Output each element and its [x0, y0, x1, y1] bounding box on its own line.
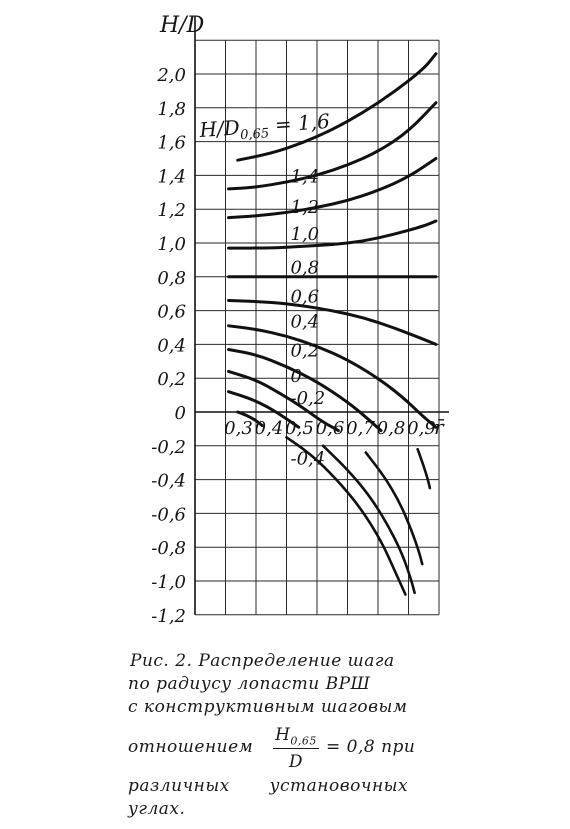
curve-series	[418, 449, 430, 488]
caption-line-2: по радиусу лопасти ВРШ	[128, 674, 371, 694]
y-tick-labels	[151, 65, 186, 627]
y-tick-label: 1,8	[157, 98, 186, 120]
y-tick-label: 0,4	[157, 335, 186, 357]
curve-label: -0,4	[290, 448, 326, 470]
y-tick-label: 2,0	[157, 65, 186, 86]
curve-label: -0,2	[290, 387, 326, 409]
parameter-label-sub: 0,65	[239, 126, 270, 144]
caption-line-4-suffix: = 0,8 при	[326, 737, 416, 757]
x-tick-label: 0,7	[346, 418, 375, 439]
curve-series	[229, 300, 436, 344]
caption-line-6: углах.	[128, 799, 186, 819]
x-tick-label: 0,9	[407, 418, 436, 439]
y-tick-label: 1,6	[157, 132, 186, 154]
curve-label: 1,4	[290, 166, 320, 188]
fraction-numerator-subscript: 0,65	[290, 734, 317, 748]
caption-line-3: с конструктивным шаговым	[128, 697, 408, 717]
caption-line-4-prefix: отношением	[128, 737, 254, 757]
parameter-label-value: = 1,6	[267, 108, 331, 138]
caption-line-1: Рис. 2. Распределение шага	[130, 651, 395, 671]
y-tick-label: 0	[174, 403, 186, 424]
x-tick-label: 0,6	[315, 418, 345, 439]
y-tick-label: 0,6	[157, 301, 186, 323]
y-tick-label: 1,0	[157, 234, 186, 255]
x-tick-label: 0,4	[254, 418, 284, 439]
y-tick-label: -0,2	[151, 436, 186, 458]
curve-series	[229, 221, 436, 248]
caption-fraction	[271, 723, 321, 774]
y-tick-label: 0,2	[157, 369, 186, 391]
y-tick-label: 1,4	[157, 166, 186, 188]
y-tick-label: -1,0	[151, 572, 186, 593]
x-axis-title: r̄	[434, 415, 444, 439]
fraction-denominator: D	[288, 752, 304, 772]
x-tick-label: 0,3	[224, 418, 253, 439]
figure-caption	[128, 650, 458, 821]
fraction-numerator-letter: H	[275, 725, 291, 745]
parameter-label-main: H/D	[198, 115, 241, 142]
chart-axes	[195, 16, 449, 615]
curve-label: 0,2	[290, 340, 320, 362]
curve-label: 1,2	[290, 196, 320, 218]
curve-label: 0,8	[290, 257, 320, 279]
curve-series	[229, 103, 436, 189]
y-axis-title: H/D	[160, 13, 205, 38]
curve-label: 1,0	[290, 223, 320, 245]
x-tick-label: 0,5	[285, 418, 314, 439]
fraction-numerator	[271, 723, 321, 747]
y-tick-label: -0,6	[151, 504, 186, 526]
curve-label: 0,6	[290, 286, 320, 308]
caption-line-5: различных установочных	[128, 776, 409, 796]
y-tick-label: -0,4	[151, 470, 186, 492]
y-tick-label: -1,2	[151, 605, 186, 627]
curve-label: 0,4	[290, 311, 320, 333]
y-tick-label: -0,8	[151, 538, 186, 560]
x-tick-label: 0,8	[376, 418, 406, 439]
fraction-bar	[273, 748, 319, 749]
y-tick-label: 1,2	[157, 200, 186, 222]
curve-series	[238, 54, 436, 160]
curve-label: 0	[290, 365, 302, 387]
caption-line-4	[128, 723, 458, 775]
y-tick-label: 0,8	[157, 267, 186, 289]
